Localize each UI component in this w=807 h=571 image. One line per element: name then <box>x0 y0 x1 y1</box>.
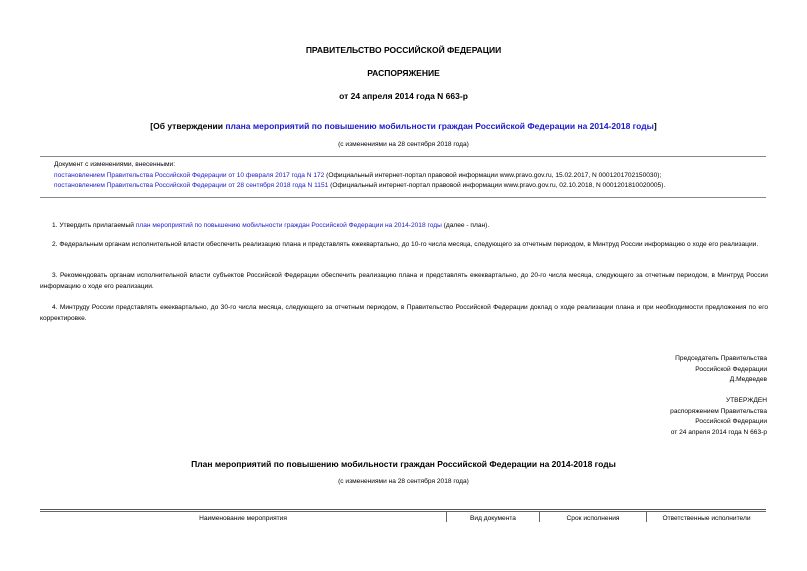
paragraph-1 <box>40 220 768 231</box>
amendments-top-divider <box>40 156 766 157</box>
signature-country: Российской Федерации <box>695 365 767 373</box>
column-header-responsible: Ответственные исполнители <box>647 512 767 523</box>
amendment-source: (Официальный интернет-портал правовой информации www.pravo.gov.ru, 02.10.2018, N 0001201810020005). <box>328 182 666 189</box>
document-date-number: от 24 апреля 2014 года N 663-р <box>339 91 468 101</box>
title-close: ] <box>653 121 657 131</box>
amendment-source: (Официальный интернет-портал правовой информации www.pravo.gov.ru, 15.02.2017, N 0001201702150030); <box>324 171 662 179</box>
amendment-item <box>54 181 774 192</box>
column-header-document-type: Вид документа <box>447 512 540 523</box>
approval-country: Российской Федерации <box>695 418 767 425</box>
paragraph-4: 4. Минтруду России представлять ежеквартально, до 30-го числа месяца, следующего за отчетным периодом, в Правительство Российской Федерации доклад о ходе реализации плана и при необходимости предложения по его корректировке. <box>40 304 768 322</box>
signature-name: Д.Медведев <box>729 376 767 383</box>
p1-after: (далее - план). <box>441 222 490 229</box>
amendment-link-2018[interactable]: постановлением Правительства Российской Федерации от 28 сентября 2018 года N 1151 <box>54 182 329 189</box>
plan-table-top-divider <box>40 509 766 510</box>
approval-block <box>560 396 767 438</box>
plan-table-header-row <box>40 512 766 523</box>
approval-date: от 24 апреля 2014 года N 663-р <box>670 428 767 436</box>
plan-amendment-note: (с изменениями на 28 сентября 2018 года) <box>338 478 469 485</box>
paragraph-2: 2. Федеральным органам исполнительной власти обеспечить реализацию плана и представлять ежеквартально, до 10-го числа месяца, следующего за отчетным периодом, в Минтруд России информацию о ходе его реализации. <box>52 241 759 248</box>
approval-by: распоряжением Правительства <box>670 407 767 415</box>
amendments-bottom-divider <box>40 197 766 198</box>
amendment-link-2017[interactable]: постановлением Правительства Российской Федерации от 10 февраля 2017 года N 172 <box>54 171 325 179</box>
column-header-deadline: Срок исполнения <box>540 512 647 523</box>
p1-plan-link[interactable]: план мероприятий по повышению мобильности граждан Российской Федерации на 2014-2018 годы <box>135 222 442 229</box>
title-open: [Об утверждении <box>150 121 226 131</box>
document-type-heading: РАСПОРЯЖЕНИЕ <box>367 68 440 78</box>
approval-status: УТВЕРЖДЕН <box>725 397 767 404</box>
government-heading: ПРАВИТЕЛЬСТВО РОССИЙСКОЙ ФЕДЕРАЦИИ <box>305 45 502 55</box>
amendments-block <box>54 160 774 192</box>
amendments-intro: Документ с изменениями, внесенными: <box>54 161 176 168</box>
column-header-activity: Наименование мероприятия <box>40 512 447 523</box>
signature-block <box>560 354 767 386</box>
plan-title: План мероприятий по повышению мобильности граждан Российской Федерации на 2014-2018 годы <box>191 459 616 469</box>
signature-position: Председатель Правительства <box>675 355 767 362</box>
amendment-item <box>54 171 774 182</box>
amendment-note: (с изменениями на 28 сентября 2018 года) <box>338 141 469 148</box>
plan-table <box>40 511 766 522</box>
document-title <box>0 121 807 131</box>
title-plan-link[interactable]: плана мероприятий по повышению мобильности граждан Российской Федерации на 2014-2018 годы <box>225 121 654 131</box>
paragraph-3: 3. Рекомендовать органам исполнительной власти субъектов Российской Федерации обеспечить реализацию плана и представлять ежеквартально, до 20-го числа месяца, следующего за отчетным периодом, в Минтруд России информацию о ходе его реализации. <box>40 272 768 290</box>
p1-before: 1. Утвердить прилагаемый <box>52 222 136 229</box>
